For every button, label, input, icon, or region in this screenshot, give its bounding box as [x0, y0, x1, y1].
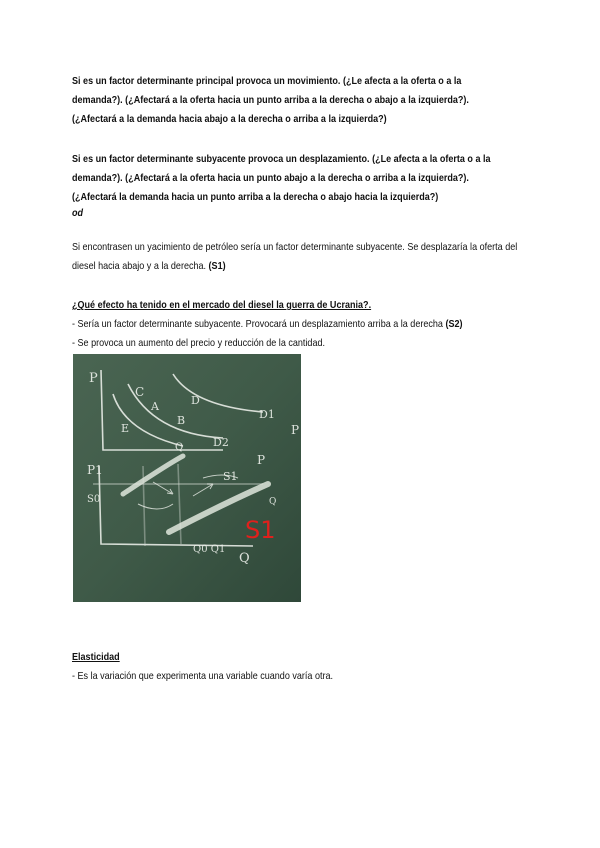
text-line-with-tag [72, 257, 519, 276]
board-annotation-s1: S1 [245, 516, 276, 544]
text-line: demanda?). (¿Afectará a la oferta hacia un punto abajo a la derecha o arriba a la izquierda?). [72, 172, 469, 184]
board-label: D [191, 394, 200, 407]
text-line: (¿Afectará a la demanda hacia abajo a la derecha o arriba a la izquierda?) [72, 113, 387, 125]
chalkboard-photo [73, 354, 301, 602]
board-label: S0 [87, 494, 101, 505]
board-label: D2 [213, 436, 229, 449]
board-label: P [89, 371, 98, 386]
board-label: P [291, 423, 300, 437]
paragraph-underlying-factor [72, 150, 491, 219]
paragraph-main-factor [72, 72, 476, 129]
section-elasticidad [72, 648, 476, 686]
board-label: B [177, 414, 186, 427]
board-label: P [257, 453, 266, 467]
section-ukraine [72, 296, 519, 353]
section-title: ¿Qué efecto ha tenido en el mercado del diesel la guerra de Ucrania?. [72, 299, 372, 311]
board-label: Q [269, 497, 277, 507]
board-label: A [151, 400, 159, 413]
board-label: Q [239, 551, 250, 566]
tag-s2: (S2) [445, 318, 463, 330]
board-label: E [121, 422, 130, 435]
tag-s1: (S1) [208, 260, 226, 272]
text-line: Si es un factor determinante subyacente provoca un desplazamiento. (¿Le afecta a la oferta o a la [72, 153, 491, 165]
board-label: P1 [87, 463, 103, 477]
text-line: Si encontrasen un yacimiento de petróleo sería un factor determinante subyacente. Se desplazaría la oferta del [72, 241, 518, 253]
board-label: C [135, 385, 145, 399]
list-item-with-tag [72, 315, 519, 334]
board-label: D1 [259, 408, 275, 421]
text-line: Si es un factor determinante principal provoca un movimiento. (¿Le afecta a la oferta o a la [72, 75, 462, 87]
paragraph-oil-example [72, 238, 519, 276]
board-label: Q0 Q1 [193, 544, 226, 555]
section-title: Elasticidad [72, 651, 120, 663]
board-background [73, 354, 301, 602]
text-line-fragment: od [72, 207, 84, 219]
board-label: S1 [223, 470, 238, 483]
text-line: demanda?). (¿Afectará a la oferta hacia un punto arriba a la derecha o abajo a la izquierda?). [72, 94, 469, 106]
list-item: - Sería un factor determinante subyacente. Provocará un desplazamiento arriba a la derecha [72, 318, 446, 330]
list-item: - Se provoca un aumento del precio y reducción de la cantidad. [72, 337, 326, 349]
list-item: - Es la variación que experimenta una variable cuando varía otra. [72, 670, 334, 682]
text-line: diesel hacia abajo y a la derecha. [72, 260, 209, 272]
text-line: (¿Afectará la demanda hacia un punto arriba a la derecha o abajo hacia la izquierda?) [72, 191, 439, 203]
board-label: Q [175, 442, 184, 453]
